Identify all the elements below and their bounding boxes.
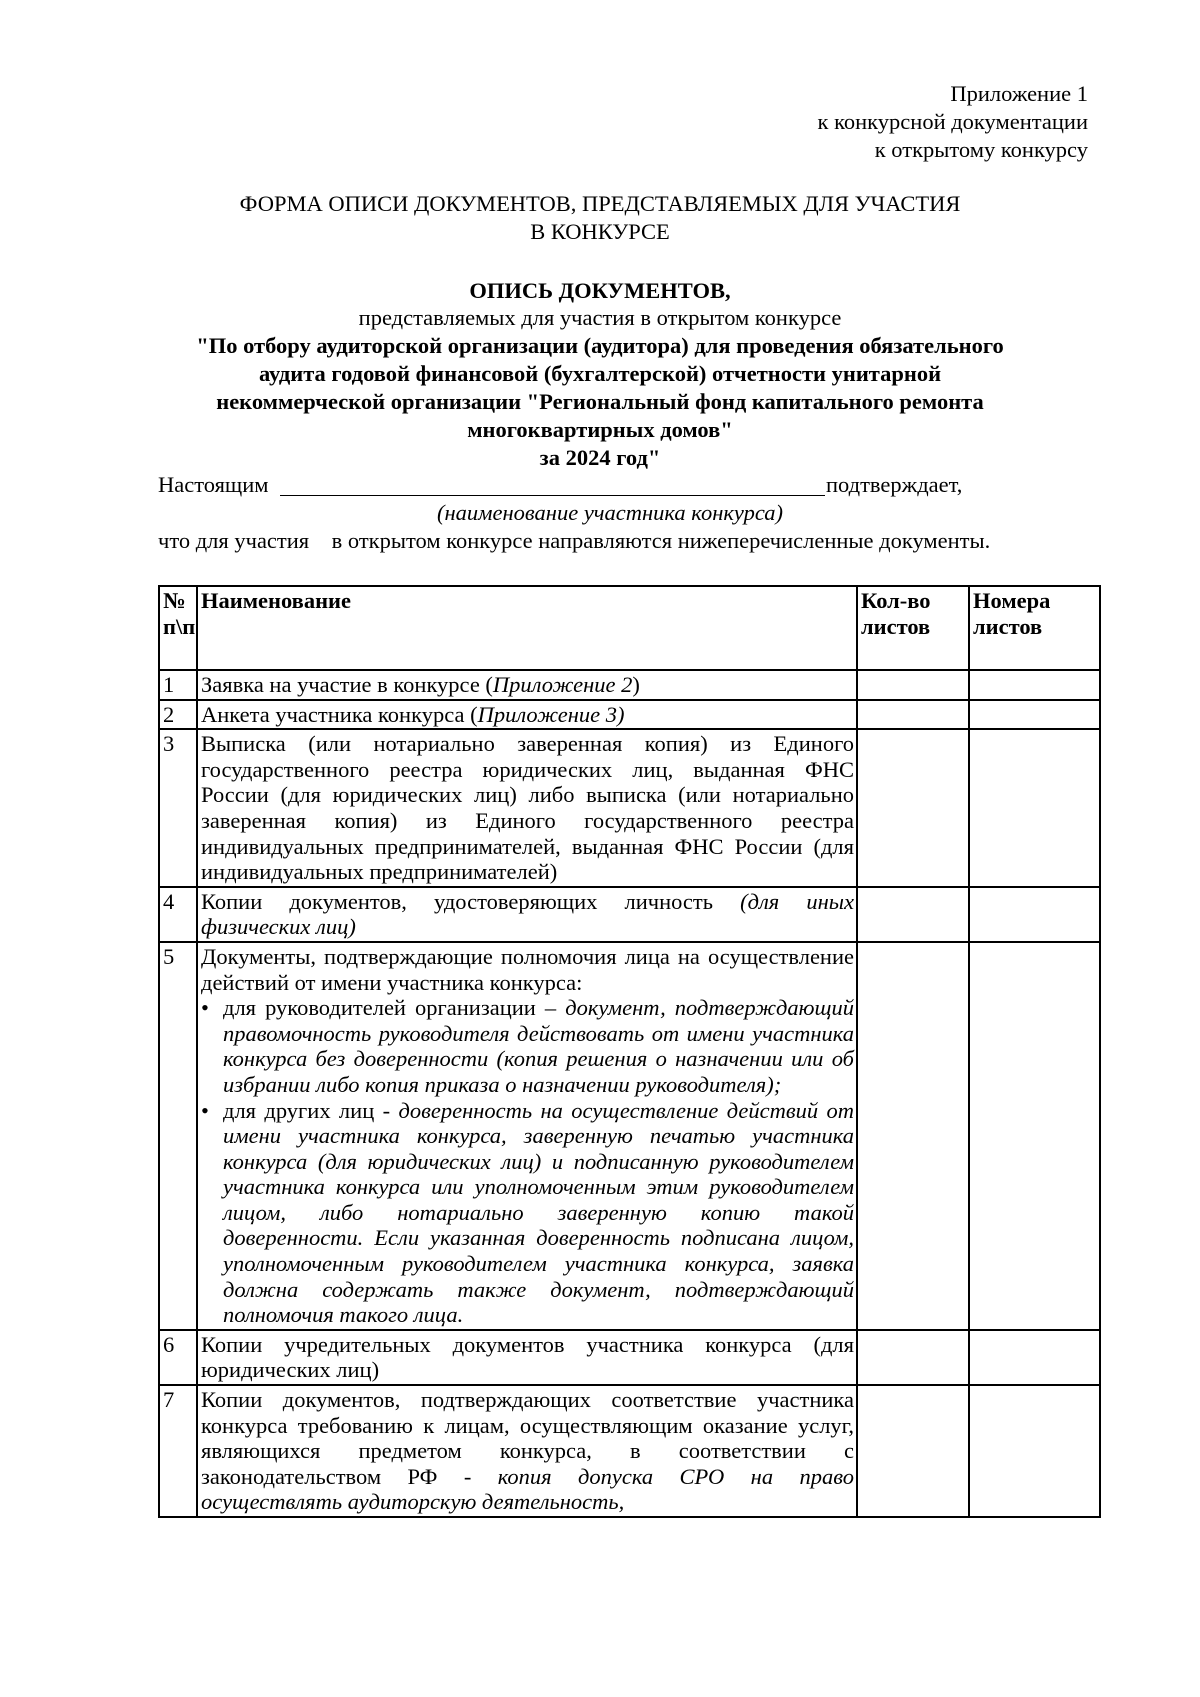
row-num: 3 [159, 729, 197, 887]
inventory-subtitle: представляемых для участия в открытом конкурсе [358, 305, 842, 330]
table-row [159, 1385, 1100, 1517]
row-numbers-cell[interactable] [969, 887, 1100, 942]
row-text-italic: (для иных физических лиц) [201, 888, 854, 940]
confirm-word-start: Настоящим [158, 472, 269, 497]
contest-line-2: аудита годовой финансовой (бухгалтерской) отчетности унитарной [258, 361, 942, 386]
row-numbers-cell[interactable] [969, 729, 1100, 887]
participant-name-hint: (наименование участника конкурса) [437, 500, 783, 525]
row-num: 4 [159, 887, 197, 942]
table-row [159, 1330, 1100, 1385]
confirm-word-end: подтверждает, [826, 472, 963, 497]
documents-table [158, 585, 1101, 1518]
appendix-line-3: к открытому конкурсу [874, 137, 1088, 162]
row-text: Заявка на участие в конкурсе ( [201, 672, 493, 697]
row-text: Анкета участника конкурса ( [201, 701, 478, 727]
bullet-lead: для руководителей организации – [223, 995, 566, 1021]
table-row [159, 942, 1100, 1330]
bullet-icon: • [201, 1097, 209, 1123]
bullet-italic: документ, подтверждающий правомочность руководителя действовать от имени участника конкурса без доверенности (копия решения о назначении или об избрании либо копия приказа о назначении руководителя); [223, 995, 854, 1097]
form-title [0, 190, 1200, 246]
row-name [197, 942, 857, 1330]
row-name [197, 670, 857, 700]
row-num: 2 [159, 700, 197, 730]
row-num: 5 [159, 942, 197, 1330]
contest-line-3: некоммерческой организации "Региональный фонд капитального ремонта [216, 389, 984, 414]
contest-line-5: за 2024 год" [539, 445, 661, 470]
row-text-italic: Приложение 2 [492, 672, 633, 697]
row-name [197, 887, 857, 942]
row-sheets-cell[interactable] [857, 729, 969, 887]
confirmation-line [158, 471, 1058, 501]
row-name: Копии учредительных документов участника конкурса (для юридических лиц) [197, 1330, 857, 1385]
bullet-lead: для других лиц - [223, 1097, 399, 1123]
bullet-item [201, 1098, 854, 1328]
row-name [197, 1385, 857, 1517]
participant-name-blank[interactable] [280, 495, 825, 496]
confirmation-continuation: что для участия в открытом конкурсе направляются нижеперечисленные документы. [158, 528, 991, 553]
appendix-line-2: к конкурсной документации [817, 109, 1088, 134]
row-numbers-cell[interactable] [969, 1330, 1100, 1385]
contest-line-4: многоквартирных домов" [467, 417, 733, 442]
table-header-row [159, 586, 1100, 670]
row-name: Выписка (или нотариально заверенная копия) из Единого государственного реестра юридических лиц, выданная ФНС России (для юридических лиц) либо выписка (или нотариально заверенная копия) из Единого государственного реестра индивидуальных предпринимателей, выданная ФНС России (для индивидуальных предпринимателей) [197, 729, 857, 887]
table-row [159, 700, 1100, 730]
header-num: № п\п [159, 586, 197, 670]
row-text: Документы, подтверждающие полномочия лица на осуществление действий от имени участника конкурса: [201, 943, 854, 995]
row-sheets-cell[interactable] [857, 700, 969, 730]
table-row [159, 887, 1100, 942]
row-numbers-cell[interactable] [969, 1385, 1100, 1517]
row-text-tail: ) [632, 672, 640, 697]
table-row [159, 729, 1100, 887]
row-sheets-cell[interactable] [857, 670, 969, 700]
bullet-italic: доверенность на осуществление действий от имени участника конкурса, заверенную печатью участника конкурса (для юридических лиц) и подписанную руководителем участника конкурса или уполномоченным этим руководителем лицом, либо нотариально заверенную копию такой доверенности. Если указанная доверенность подписана лицом, уполномоченным руководителем участника конкурса, заявка должна содержать также документ, подтверждающий полномочия такого лица. [223, 1097, 855, 1328]
form-title-line-1: ФОРМА ОПИСИ ДОКУМЕНТОВ, ПРЕДСТАВЛЯЕМЫХ ДЛЯ УЧАСТИЯ [239, 191, 961, 216]
table-row [159, 670, 1100, 700]
row-numbers-cell[interactable] [969, 700, 1100, 730]
row-sheets-cell[interactable] [857, 887, 969, 942]
row-text-italic: Приложение 3) [477, 701, 625, 727]
row-num: 6 [159, 1330, 197, 1385]
row-name [197, 700, 857, 730]
header-name: Наименование [197, 586, 857, 670]
appendix-line-1: Приложение 1 [950, 81, 1088, 106]
row-num: 7 [159, 1385, 197, 1517]
header-numbers: Номера листов [969, 586, 1100, 670]
row-text: Копии документов, подтверждающих соответствие участника конкурса требованию к лицам, осуществляющим оказание услуг, являющихся предметом конкурса, в соответствии с законодательством РФ - [201, 1387, 854, 1489]
appendix-reference [818, 80, 1088, 164]
row-numbers-cell[interactable] [969, 942, 1100, 1330]
contest-line-1: "По отбору аудиторской организации (аудитора) для проведения обязательного [196, 333, 1004, 358]
row-sheets-cell[interactable] [857, 1385, 969, 1517]
bullet-icon: • [201, 995, 209, 1021]
row-numbers-cell[interactable] [969, 670, 1100, 700]
row-num: 1 [159, 670, 197, 700]
form-title-line-2: В КОНКУРСЕ [530, 219, 670, 244]
bullet-item [201, 995, 854, 1097]
row-sheets-cell[interactable] [857, 1330, 969, 1385]
row-text: Копии документов, удостоверяющих личность [201, 888, 741, 914]
row-sheets-cell[interactable] [857, 942, 969, 1330]
row-text-italic: копия допуска СРО на право осуществлять аудиторскую деятельность, [201, 1463, 854, 1515]
inventory-title: ОПИСЬ ДОКУМЕНТОВ, [469, 278, 731, 303]
header-sheets: Кол-во листов [857, 586, 969, 670]
contest-name [0, 332, 1200, 472]
